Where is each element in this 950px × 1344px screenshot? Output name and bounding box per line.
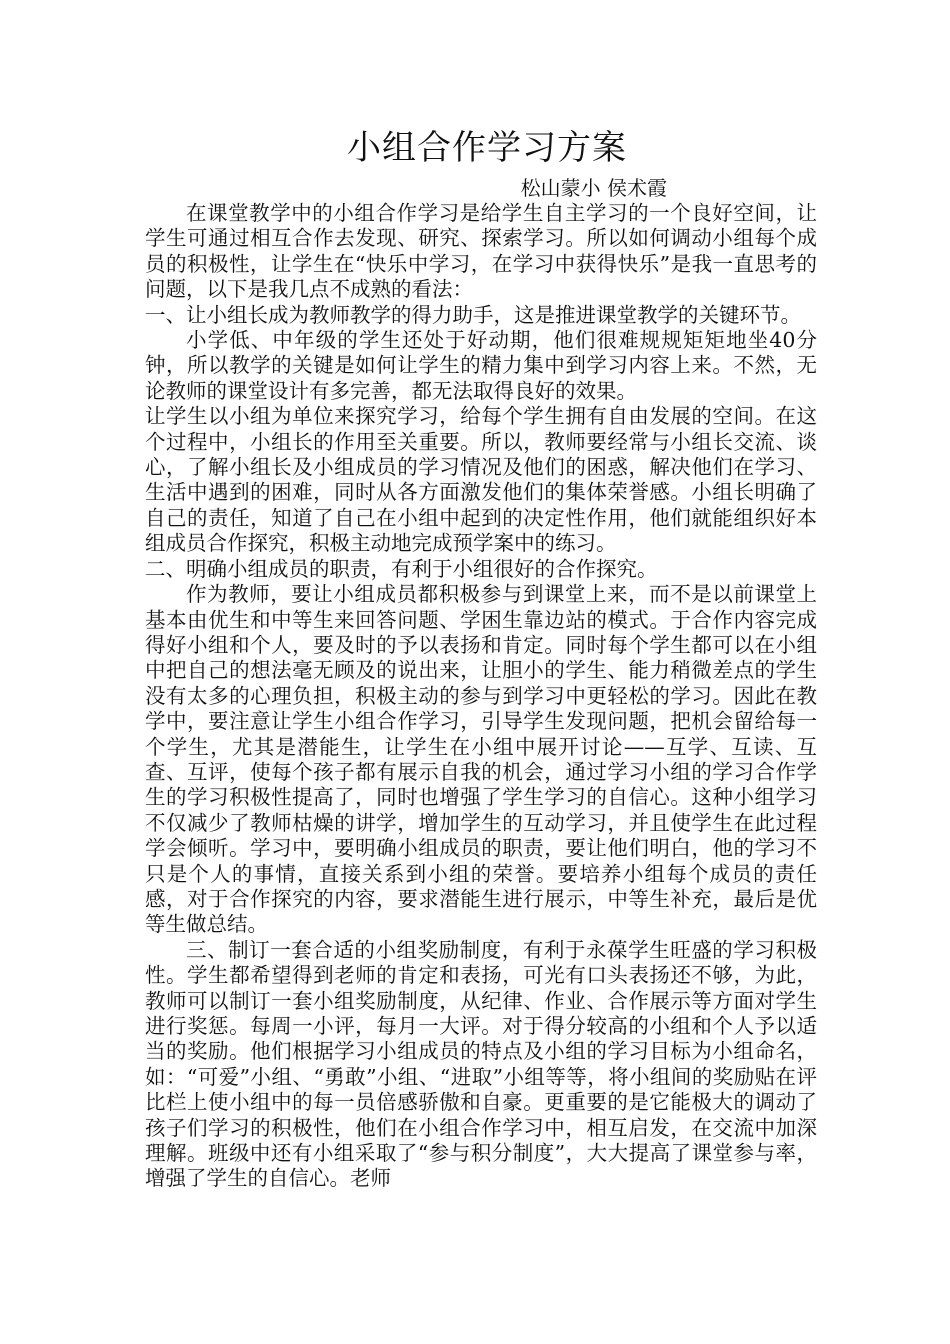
- document-page: [145, 123, 817, 1192]
- document-title: 小组合作学习方案: [347, 128, 627, 168]
- section-heading-1: 一、让小组长成为教师教学的得力助手，这是推进课堂教学的关键环节。: [145, 302, 801, 327]
- section-heading-2: 二、明确小组成员的职责，有利于小组很好的合作探究。: [145, 556, 658, 581]
- paragraph: 让学生以小组为单位来探究学习，给每个学生拥有自由发展的空间。在这个过程中，小组长的作用至关重要。所以，教师要经常与小组长交流、谈心，了解小组长及小组成员的学习情况及他们的困惑，解决他们在学习、生活中遇到的困难，同时从各方面激发他们的集体荣誉感。小组长明确了自己的责任，知道了自己在小组中起到的决定性作用，他们就能组织好本组成员合作探究，积极主动地完成预学案中的练习。: [145, 404, 817, 556]
- document-author: 松山蒙小 侯术霞: [520, 176, 667, 200]
- paragraph: 小学低、中年级的学生还处于好动期，他们很难规规矩矩地坐40分钟，所以教学的关键是如何让学生的精力集中到学习内容上来。不然，无论教师的课堂设计有多完善，都无法取得良好的效果。: [145, 328, 817, 403]
- paragraph: 作为教师，要让小组成员都积极参与到课堂上来，而不是以前课堂上基本由优生和中等生来回答问题、学困生靠边站的模式。于合作内容完成得好小组和个人，要及时的予以表扬和肯定。同时每个学生都可以在小组中把自己的想法毫无顾及的说出来，让胆小的学生、能力稍微差点的学生没有太多的心理负担，积极主动的参与到学习中更轻松的学习。因此在教学中，要注意让学生小组合作学习，引导学生发现问题，把机会留给每一个学生，尤其是潜能生，让学生在小组中展开讨论——互学、互读、互查、互评，使每个孩子都有展示自我的机会，通过学习小组的学习合作学生的学习积极性提高了，同时也增强了学生学习的自信心。这种小组学习不仅减少了教师枯燥的讲学，增加学生的互动学习，并且使学生在此过程学会倾听。学习中，要明确小组成员的职责，要让他们明白，他的学习不只是个人的事情，直接关系到小组的荣誉。要培养小组每个成员的责任感，对于合作探究的内容，要求潜能生进行展示，中等生补充，最后是优等生做总结。: [145, 582, 817, 937]
- paragraph-section-3: 三、制订一套合适的小组奖励制度，有利于永葆学生旺盛的学习积极性。学生都希望得到老师的肯定和表扬，可光有口头表扬还不够，为此，教师可以制订一套小组奖励制度，从纪律、作业、合作展示等方面对学生进行奖惩。每周一小评，每月一大评。对于得分较高的小组和个人予以适当的奖励。他们根据学习小组成员的特点及小组的学习目标为小组命名，如：“可爱”小组、“勇敢”小组、“进取”小组等等，将小组间的奖励贴在评比栏上使小组中的每一员倍感骄傲和自豪。更重要的是它能极大的调动了孩子们学习的积极性，他们在小组合作学习中，相互启发，在交流中加深理解。班级中还有小组采取了“参与积分制度”，大大提高了课堂参与率，增强了学生的自信心。老师: [145, 937, 817, 1191]
- document-body: [145, 201, 817, 1192]
- paragraph-intro: 在课堂教学中的小组合作学习是给学生自主学习的一个良好空间，让学生可通过相互合作去发现、研究、探索学习。所以如何调动小组每个成员的积极性，让学生在“快乐中学习，在学习中获得快乐”是我一直思考的问题，以下是我几点不成熟的看法：: [145, 201, 817, 302]
